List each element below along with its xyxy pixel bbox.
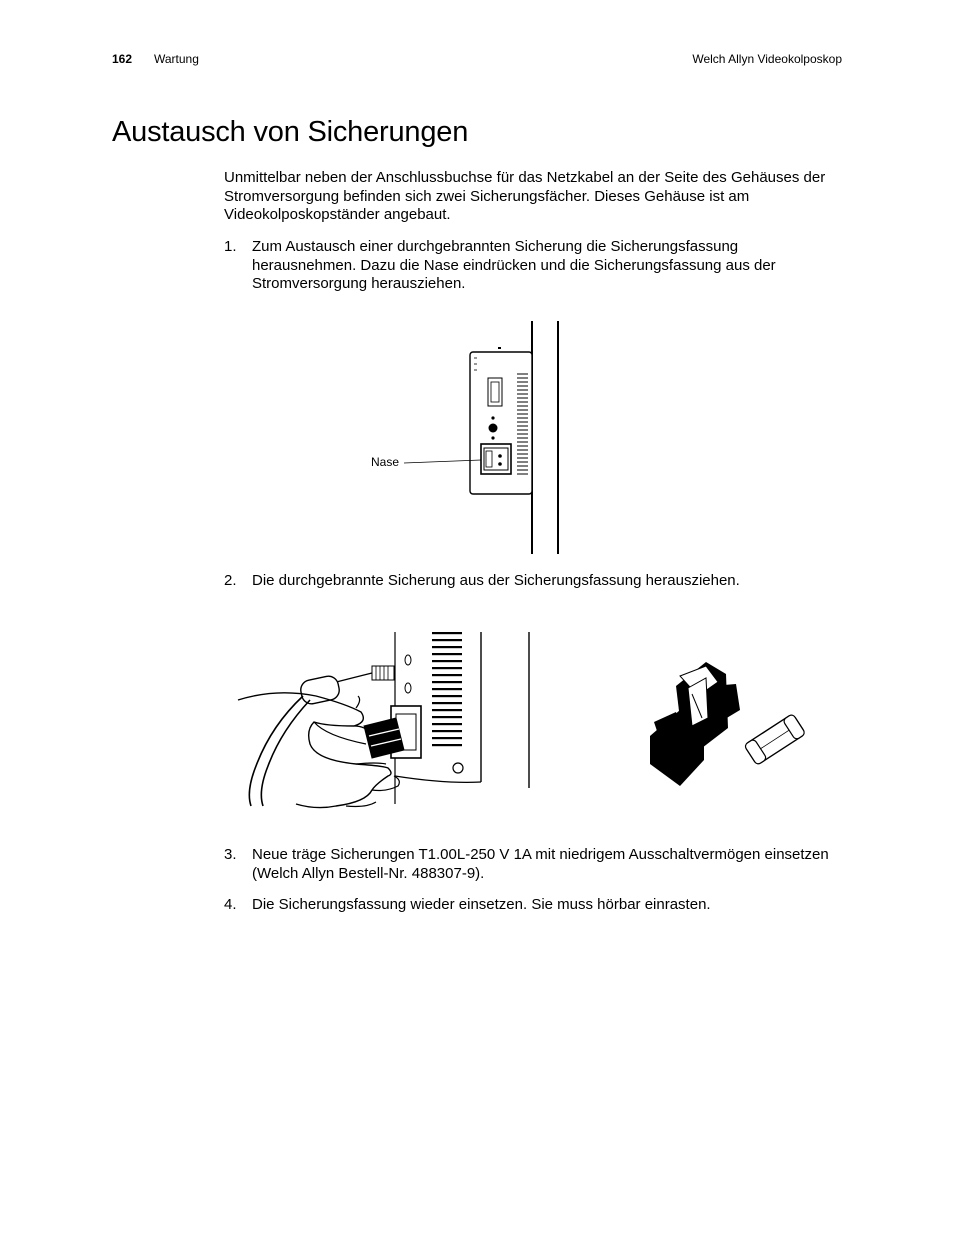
power-supply-illustration [360, 318, 570, 558]
step-number: 4. [224, 896, 237, 913]
figure-fuse-removal [236, 626, 816, 826]
step-text: Die durchgebrannte Sicherung aus der Sicherungsfassung herausziehen. [252, 572, 740, 589]
section-name: Wartung [154, 52, 199, 66]
page-number: 162 [112, 52, 133, 66]
fuse-drawing [744, 714, 806, 766]
step-number: 2. [224, 572, 237, 589]
step-text: Die Sicherungsfassung wieder einsetzen. Sie muss hörbar einrasten. [252, 896, 711, 913]
document-title: Welch Allyn Videokolposkop [692, 52, 842, 66]
page-title: Austausch von Sicherungen [112, 116, 469, 148]
step-number: 1. [224, 238, 237, 255]
step-text: Zum Austausch einer durchgebrannten Sicherung die Sicherungsfassung herausnehmen. Dazu die Nase eindrücken und die Sicherungsfassung aus der Stromversorgung herausziehen. [252, 238, 776, 292]
figure-power-supply [360, 318, 570, 558]
fuse-holder-drawing [650, 662, 740, 786]
step-number: 3. [224, 846, 237, 863]
intro-paragraph: Unmittelbar neben der Anschlussbuchse für das Netzkabel an der Seite des Gehäuses der Stromversorgung befinden sich zwei Sicherungsfächer. Dieses Gehäuse ist am Videokolposkopständer angebaut. [224, 169, 826, 223]
callout-nase: Nase [371, 455, 400, 469]
step-text: Neue träge Sicherungen T1.00L-250 V 1A mit niedrigem Ausschaltvermögen einsetzen (Welch Allyn Bestell-Nr. 488307-9). [252, 846, 829, 882]
page-header [112, 52, 842, 70]
fuse-removal-illustration [236, 626, 816, 826]
